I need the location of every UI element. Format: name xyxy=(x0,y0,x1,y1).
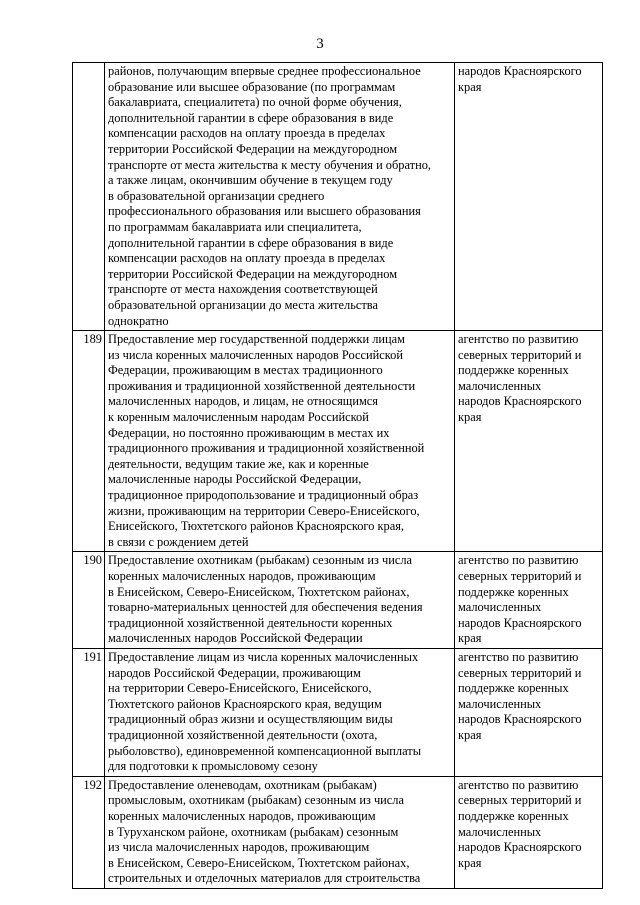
description-line: рыболовство), единовременной компенсационной выплаты xyxy=(108,743,422,758)
description-line: транспорте от места нахождения соответствующей xyxy=(108,282,378,297)
agency-line: поддержке коренных xyxy=(458,584,569,599)
description-line: коренных малочисленных народов, проживающим xyxy=(108,569,376,583)
table-row xyxy=(73,552,603,649)
description-line: традиционное природопользование и традиционный образ xyxy=(108,488,419,503)
page-number: 3 xyxy=(316,36,324,52)
service-description xyxy=(105,552,455,649)
description-line: районов, получающим впервые среднее профессиональное xyxy=(108,64,421,78)
agency-line: народов Красноярского xyxy=(458,840,582,855)
description-line: Федерации, проживающим в местах традиционного xyxy=(108,363,383,378)
agency-line: малочисленных xyxy=(458,378,542,393)
agency-line: народов Красноярского xyxy=(458,712,582,727)
responsible-agency xyxy=(455,331,603,552)
agency-line: народов Красноярского xyxy=(458,394,582,409)
description-line: народов Российской Федерации, проживающим xyxy=(108,665,361,680)
responsible-agency xyxy=(455,776,603,888)
description-line: компенсации расходов на оплату проезда в пределах xyxy=(108,251,386,266)
description-line: территории Российской Федерации на междугородном xyxy=(108,266,398,281)
description-line: в образовательной организации среднего xyxy=(108,188,325,203)
description-line: а также лицам, окончившим обучение в текущем году xyxy=(108,173,393,188)
description-line: Федерации, но постоянно проживающим в местах их xyxy=(108,425,390,440)
agency-line: северных территорий и xyxy=(458,793,582,808)
description-line: Енисейского, Тюхтетского районов Красноярского края, xyxy=(108,519,405,534)
description-line: малочисленных народов, и лицам, не относящимся xyxy=(108,394,378,409)
description-line: из числа малочисленных народов, проживающим xyxy=(108,840,370,855)
description-line: территории Российской Федерации на междугородном xyxy=(108,141,398,156)
description-line: дополнительной гарантии в сфере образования в виде xyxy=(108,110,394,125)
agency-line: края xyxy=(458,79,482,94)
description-line: коренных малочисленных народов, проживающим xyxy=(108,808,376,823)
description-line: транспорте от места жительства к месту обучения и обратно, xyxy=(108,157,432,172)
description-line: в Енисейском, Северо-Енисейском, Тюхтетском районах, xyxy=(108,584,410,599)
description-line: строительных и отделочных материалов для строительства xyxy=(108,871,421,886)
description-line: в Туруханском районе, охотникам (рыбакам) сезонным xyxy=(108,824,399,839)
description-line: традиционной хозяйственной деятельности (охота, xyxy=(108,727,378,742)
agency-line: северных территорий и xyxy=(458,665,582,680)
agency-line: народов Красноярского xyxy=(458,64,582,78)
service-description xyxy=(105,331,455,552)
responsible-agency xyxy=(455,648,603,776)
description-line: Предоставление охотникам (рыбакам) сезонным из числа xyxy=(108,553,413,568)
agency-line: поддержке коренных xyxy=(458,808,569,823)
description-line: жизни, проживающим на территории Северо-Енисейского, xyxy=(108,503,420,518)
agency-line: агентство по развитию xyxy=(458,777,579,792)
description-line: малочисленных народов Российской Федерации xyxy=(108,631,363,646)
description-line: для подготовки к промысловому сезону xyxy=(108,759,318,774)
description-line: к коренным малочисленным народам Российской xyxy=(108,410,369,425)
agency-line: края xyxy=(458,410,482,425)
description-line: Предоставление мер государственной поддержки лицам xyxy=(108,332,405,347)
service-description xyxy=(105,648,455,776)
agency-line: края xyxy=(458,855,482,870)
agency-line: малочисленных xyxy=(458,600,542,615)
row-number: 191 xyxy=(73,648,105,776)
description-line: на территории Северо-Енисейского, Енисейского, xyxy=(108,681,372,696)
description-line: образовательной организации до места жительства xyxy=(108,297,378,312)
agency-line: края xyxy=(458,631,482,646)
description-line: Предоставление оленеводам, охотникам (рыбакам) xyxy=(108,777,377,792)
service-description xyxy=(105,63,455,331)
responsible-agency xyxy=(455,552,603,649)
table-row xyxy=(73,776,603,888)
description-line: из числа коренных малочисленных народов Российской xyxy=(108,347,403,362)
table-row xyxy=(73,648,603,776)
description-line: Тюхтетского районов Красноярского края, ведущим xyxy=(108,696,382,711)
agency-line: северных территорий и xyxy=(458,347,582,362)
description-line: проживания и традиционной хозяйственной деятельности xyxy=(108,378,416,393)
description-line: компенсации расходов на оплату проезда в пределах xyxy=(108,126,386,141)
agency-line: народов Красноярского xyxy=(458,615,582,630)
description-line: профессионального образования или высшего образования xyxy=(108,204,421,219)
services-table xyxy=(72,62,603,889)
row-number: 192 xyxy=(73,776,105,888)
description-line: деятельности, ведущим такие же, как и коренные xyxy=(108,456,369,471)
responsible-agency xyxy=(455,63,603,331)
description-line: бакалавриата, специалитета) по очной форме обучения, xyxy=(108,95,402,110)
row-number: 189 xyxy=(73,331,105,552)
agency-line: агентство по развитию xyxy=(458,553,579,568)
agency-line: малочисленных xyxy=(458,696,542,711)
row-number: 190 xyxy=(73,552,105,649)
agency-line: поддержке коренных xyxy=(458,681,569,696)
description-line: Предоставление лицам из числа коренных малочисленных xyxy=(108,649,419,664)
description-line: в связи с рождением детей xyxy=(108,534,249,549)
row-number xyxy=(73,63,105,331)
description-line: товарно-материальных ценностей для обеспечения ведения xyxy=(108,600,423,615)
description-line: по программам бакалавриата или специалитета, xyxy=(108,219,362,234)
table-body xyxy=(73,63,603,889)
agency-line: края xyxy=(458,727,482,742)
table-row xyxy=(73,63,603,331)
description-line: традиционного проживания и традиционной хозяйственной xyxy=(108,441,425,456)
agency-line: северных территорий и xyxy=(458,569,582,583)
service-description xyxy=(105,776,455,888)
description-line: традиционной хозяйственной деятельности коренных xyxy=(108,615,393,630)
description-line: традиционный образ жизни и осуществляющим виды xyxy=(108,712,393,727)
agency-line: малочисленных xyxy=(458,824,542,839)
table-row xyxy=(73,331,603,552)
description-line: малочисленные народы Российской Федерации, xyxy=(108,472,362,487)
description-line: однократно xyxy=(108,313,169,328)
description-line: дополнительной гарантии в сфере образования в виде xyxy=(108,235,394,250)
agency-line: агентство по развитию xyxy=(458,332,579,347)
description-line: в Енисейском, Северо-Енисейском, Тюхтетском районах, xyxy=(108,855,410,870)
agency-line: поддержке коренных xyxy=(458,363,569,378)
description-line: промысловым, охотникам (рыбакам) сезонным из числа xyxy=(108,793,404,808)
agency-line: агентство по развитию xyxy=(458,649,579,664)
description-line: образование или высшее образование (по программам xyxy=(108,79,396,94)
